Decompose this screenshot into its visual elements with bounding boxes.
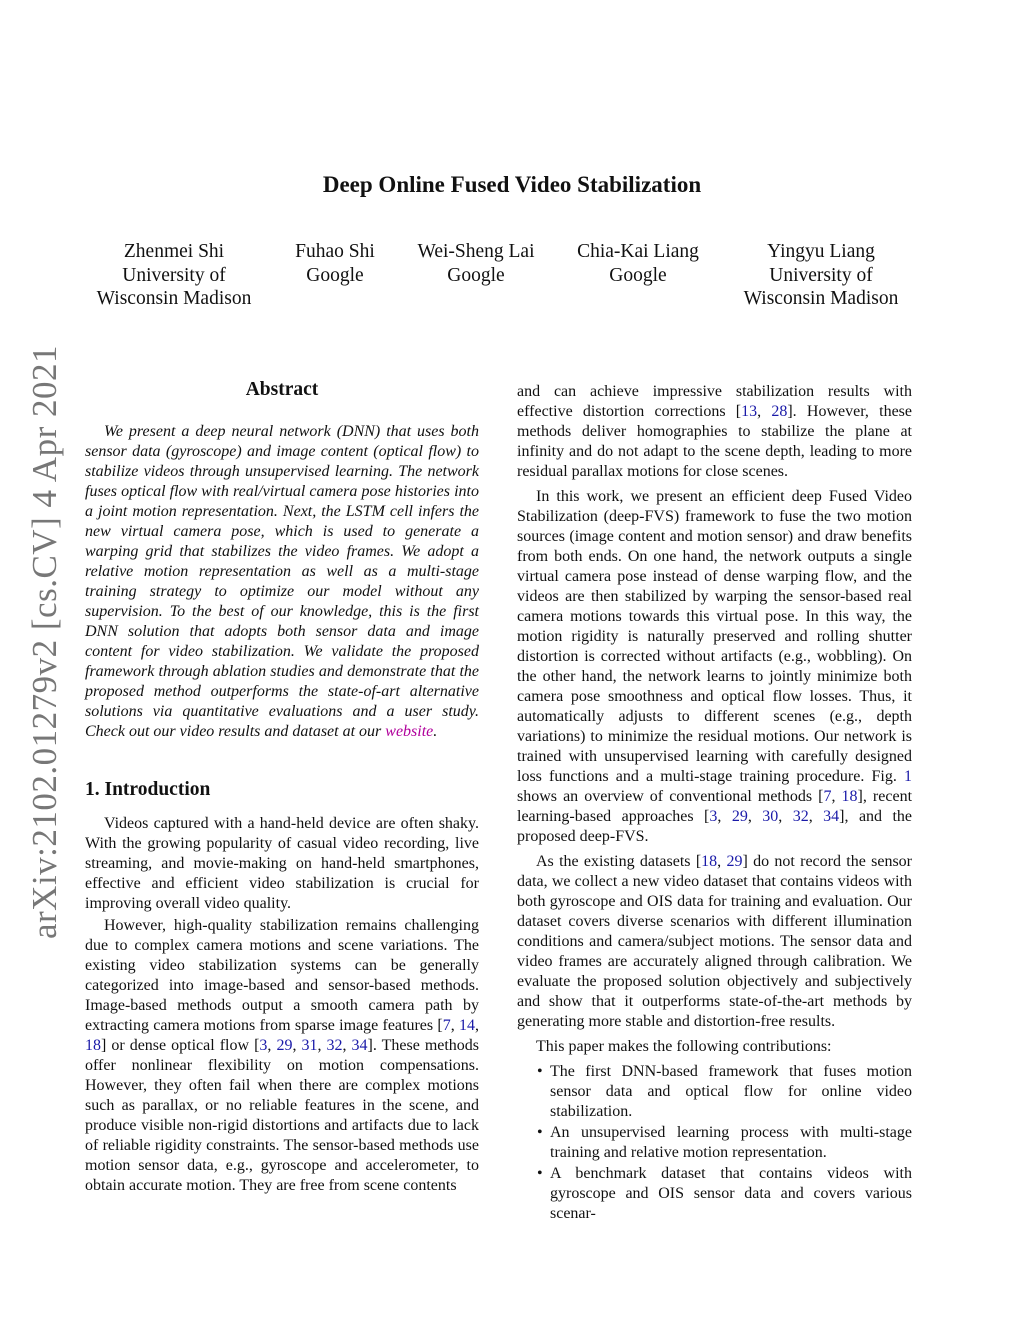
citation-link[interactable]: 29: [276, 1037, 293, 1054]
text-span: ] do not record the sensor data, we collect a new video dataset that contains videos with both gyroscope and OIS data for training and evaluation. Our dataset covers diverse scenarios with different illumination conditions and camera/subject motions. The sensor data and video frames are accurately aligned through calibration. We evaluate the proposed solution objectively and subjectively and show that it outperforms state-of-the-art methods by generating more stable and distortion-free results.: [517, 853, 912, 1030]
citation-link[interactable]: 3: [709, 808, 718, 825]
text-span: and can achieve impressive stabilization results with effective distortion corrections [: [517, 383, 912, 420]
intro-paragraph: However, high-quality stabilization remains challenging due to complex camera motions and scene variations. The existing video stabilization systems can be generally categorized into image-based and sensor-based methods. Image-based methods output a smooth camera path by extracting camera motions from sparse image features [7, 14, 18] or dense optical flow [3, 29, 31, 32, 34]. These methods offer nonlinear flexibility on motion compensations. However, they often fail when there are complex motions such as parallax, or no reliable features in the scene, and produce visible non-rigid distortions and artifacts due to lack of reliable rigidity constraints. The sensor-based methods use motion sensor data, e.g., gyroscope and accelerometer, to obtain accurate motion. They are free from scene contents: [85, 917, 480, 1194]
citation-link[interactable]: 14: [459, 1017, 476, 1034]
text-span: As the existing datasets [: [536, 853, 702, 870]
text-span: ], and the proposed deep-FVS.: [517, 808, 913, 845]
author-affiliation: Wisconsin Madison: [96, 288, 252, 309]
citation-link[interactable]: 29: [731, 808, 748, 825]
introduction-left-column: [85, 814, 479, 1198]
abstract-end: .: [433, 723, 438, 740]
citation-link[interactable]: 30: [762, 808, 779, 825]
author-affiliation: Google: [447, 264, 505, 286]
text-span: ]. However, these methods deliver homographies to stabilize the plane at infinity and do not adapt to the scene depth, leading to more residual parallax motions for close scenes.: [517, 403, 913, 480]
author-affiliation: University of: [769, 264, 873, 286]
arxiv-identifier: arXiv:2102.01279v2 [cs.CV] 4 Apr 2021: [25, 344, 64, 940]
citation-link[interactable]: 7: [442, 1017, 451, 1034]
intro-paragraph: and can achieve impressive stabilization results with effective distortion corrections [13, 28]. However, these methods deliver homographies to stabilize the plane at infinity and do not adapt to the scene depth, leading to more residual parallax motions for close scenes.: [517, 383, 913, 480]
text-span: shows an overview of conventional methods [: [517, 788, 824, 805]
introduction-heading: 1. Introduction: [85, 779, 211, 800]
text-span: However, high-quality stabilization remains challenging due to complex camera motions and scene variations. The existing video stabilization systems can be generally categorized into image-based and sensor-based methods. Image-based methods output a smooth camera path by extracting camera motions from sparse image features [: [85, 917, 479, 1034]
author-affiliation: University of: [122, 264, 226, 286]
list-item: [517, 1164, 912, 1224]
author-affiliation: Google: [609, 264, 667, 286]
intro-paragraph: As the existing datasets [18, 29] do not record the sensor data, we collect a new video dataset that contains videos with both gyroscope and OIS data for training and evaluation. Our dataset covers diverse scenarios with different illumination conditions and camera/subject motions. The sensor data and video frames are accurately aligned through calibration. We evaluate the proposed solution objectively and subjectively and show that it outperforms state-of-the-art methods by generating more stable and distortion-free results.: [517, 853, 912, 1030]
website-link[interactable]: website: [385, 723, 434, 740]
author-block: [744, 240, 899, 311]
intro-paragraph: Videos captured with a hand-held device are often shaky. With the growing popularity of casual video recording, live streaming, and movie-making on hand-held smartphones, effective and efficient video stabilization is crucial for improving overall video quality.: [85, 815, 479, 912]
citation-link[interactable]: 18: [841, 788, 858, 805]
paper-title: Deep Online Fused Video Stabilization: [322, 172, 702, 197]
citation-link[interactable]: 3: [259, 1037, 268, 1054]
citation-link[interactable]: 32: [326, 1037, 343, 1054]
figure-link[interactable]: 1: [904, 768, 912, 785]
author-block: [97, 240, 252, 311]
author-affiliation: Wisconsin Madison: [743, 288, 899, 309]
citation-link[interactable]: 28: [771, 403, 788, 420]
contributions-list: [517, 1062, 912, 1224]
citation-link[interactable]: 32: [792, 808, 809, 825]
citation-link[interactable]: 13: [741, 403, 758, 420]
list-item-text: The first DNN-based framework that fuses motion sensor data and optical flow for online video stabilization.: [550, 1063, 912, 1120]
bullet-icon: •: [537, 1063, 543, 1080]
abstract-heading: Abstract: [245, 379, 319, 400]
intro-paragraph: In this work, we present an efficient deep Fused Video Stabilization (deep-FVS) framework to fuse the two motion sources (image content and motion sensor) and draw benefits from both ends. On one hand, the network outputs a single virtual camera pose instead of dense warping flow, and the videos are then stabilized by warping the sensor-based real camera motions towards this virtual pose. In this way, the motion rigidity is naturally preserved and rolling shutter distortion is corrected without artifacts (e.g., wobbling). On the other hand, the network learns to jointly minimize both camera pose smoothness and optical flow losses. Thus, it automatically adjusts to different scenes (e.g., depth variations) to minimize the residual motions. Our network is trained with unsupervised learning with carefully designed loss functions and a multi-stage training procedure. Fig. 1 shows an overview of conventional methods [7, 18], recent learning-based approaches [3, 29, 30, 32, 34], and the proposed deep-FVS.: [517, 488, 913, 845]
citation-link[interactable]: 34: [351, 1037, 368, 1054]
text-span: In this work, we present an efficient deep Fused Video Stabilization (deep-FVS) framework to fuse the two motion sources (image content and motion sensor) and draw benefits from both ends. On one hand, the network outputs a single virtual camera pose instead of dense warping flow, and the videos are then stabilized by warping the sensor-based real camera motions towards this virtual pose. In this way, the motion rigidity is naturally preserved and rolling shutter distortion is corrected without artifacts (e.g., wobbling). On the other hand, the network learns to jointly minimize both camera pose smoothness and optical flow losses. Thus, it automatically adjusts to different scenes (e.g., depth variations) to minimize the residual motions. Our network is trained with unsupervised learning with carefully designed loss functions and a multi-stage training procedure. Fig.: [517, 488, 912, 785]
list-item: [517, 1062, 912, 1122]
bullet-icon: •: [537, 1124, 543, 1141]
author-name: Fuhao Shi: [295, 241, 375, 262]
author-name: Wei-Sheng Lai: [417, 241, 535, 262]
citation-link[interactable]: 7: [823, 788, 832, 805]
right-column: [517, 382, 912, 1225]
bullet-icon: •: [537, 1165, 543, 1182]
author-name: Zhenmei Shi: [123, 241, 225, 262]
list-item-text: An unsupervised learning process with multi-stage training and relative motion representation.: [550, 1124, 912, 1161]
abstract-text: [85, 422, 479, 742]
author-block: [295, 240, 375, 287]
text-span: ] or dense optical flow [: [101, 1037, 260, 1054]
citation-link[interactable]: 29: [726, 853, 743, 870]
author-block: [577, 240, 699, 287]
list-item: [517, 1123, 912, 1163]
abstract-body: We present a deep neural network (DNN) that uses both sensor data (gyroscope) and image content (optical flow) to stabilize videos through unsupervised learning. The network fuses optical flow with real/virtual camera pose histories into a joint motion representation. Next, the LSTM cell infers the new virtual camera pose, which is used to generate a warping grid that stabilizes the video frames. We adopt a relative motion representation as well as a multi-stage training strategy to optimize our model without any supervision. To the best of our knowledge, this is the first DNN solution that adopts both sensor data and image content for video stabilization. We validate the proposed framework through ablation studies and demonstrate that the proposed method outperforms the state-of-art alternative solutions via quantitative evaluations and a user study. Check out our video results and dataset at our: [85, 423, 479, 740]
intro-paragraph: This paper makes the following contributions:: [536, 1038, 832, 1055]
author-block: [417, 240, 534, 287]
citation-link[interactable]: 18: [85, 1037, 101, 1054]
author-name: Yingyu Liang: [767, 241, 875, 262]
author-affiliation: Google: [306, 264, 364, 286]
text-span: ]. These methods offer nonlinear flexibility on motion compensations. However, they often fail when there are complex motions such as parallax, or no reliable features in the scene, and produce visible non-rigid distortions and artifacts due to lack of reliable rigidity constraints. The sensor-based methods use motion sensor data, e.g., gyroscope and accelerometer, to obtain accurate motion. They are free from scene contents: [85, 1037, 480, 1194]
list-item-text: A benchmark dataset that contains videos with gyroscope and OIS sensor data and covers various scenar-: [550, 1165, 912, 1222]
citation-link[interactable]: 34: [823, 808, 840, 825]
text-span: ], recent learning-based approaches [: [517, 788, 913, 825]
citation-link[interactable]: 31: [301, 1037, 318, 1054]
citation-link[interactable]: 18: [701, 853, 718, 870]
author-name: Chia-Kai Liang: [577, 241, 699, 262]
